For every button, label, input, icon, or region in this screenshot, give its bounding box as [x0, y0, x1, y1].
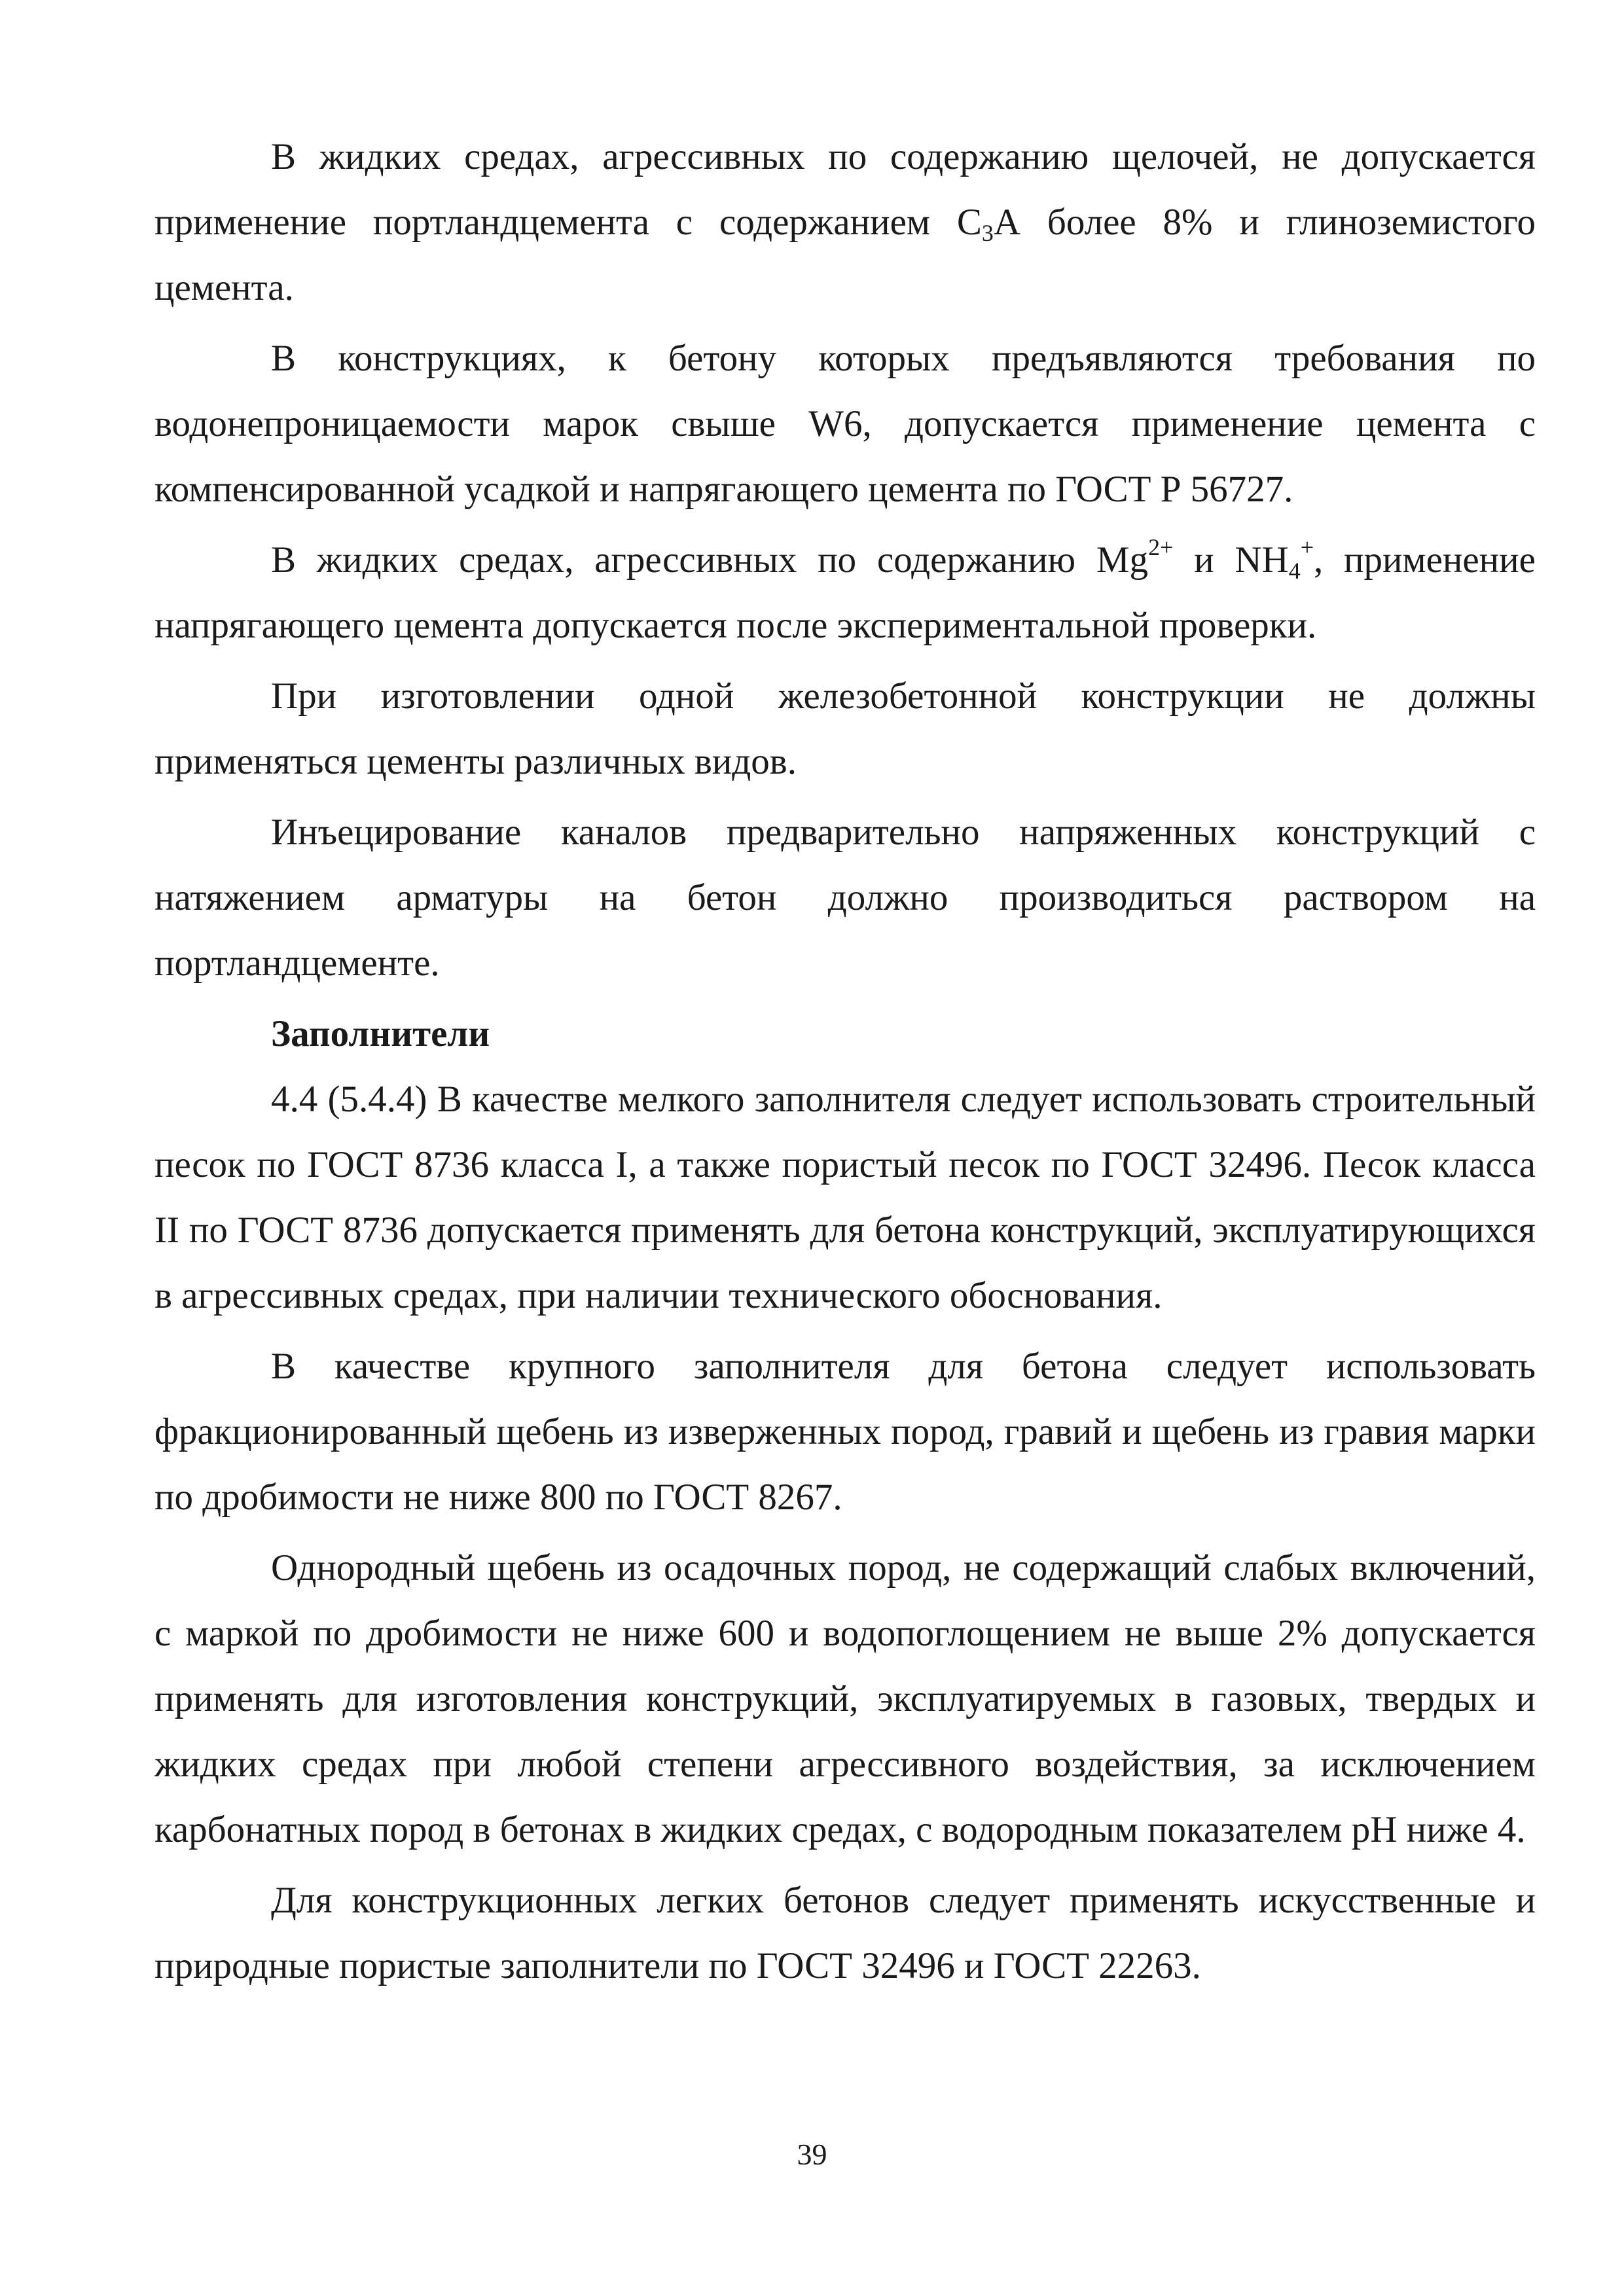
text-run: В жидких средах, агрессивных по содержанию щелочей, не допускается применение портландцемента с содержанием С [154, 136, 1536, 243]
text-run: и NH [1173, 539, 1289, 581]
text-run: В жидких средах, агрессивных по содержанию Mg [271, 539, 1149, 581]
paragraph-alkali-media [154, 124, 1536, 321]
paragraph-water-resistance: В конструкциях, к бетону которых предъявляются требования по водонепроницаемости марок свыше W6, допускается применение цемента с компенсированной усадкой и напрягающего цемента по ГОСТ Р 56727. [154, 338, 1536, 510]
subscript: 3 [981, 220, 994, 246]
section-heading: Заполнители [271, 1013, 490, 1054]
text-run: А более 8% и глиноземистого цемента. [154, 202, 1536, 308]
subscript: 4 [1288, 558, 1301, 584]
paragraph-coarse-aggregate: В качестве крупного заполнителя для бетона следует использовать фракционированный щебень из изверженных пород, гравий и щебень из гравия марки по дробимости не ниже 800 по ГОСТ 8267. [154, 1346, 1536, 1518]
paragraph-crushed-stone: Однородный щебень из осадочных пород, не содержащий слабых включений, с маркой по дробимости не ниже 600 и водопоглощением не выше 2% допускается применять для изготовления конструкций, эксплуатируемых в газовых, твердых и жидких средах при любой степени агрессивного воздействия, за исключением карбонатных пород в бетонах в жидких средах, с водородным показателем pH ниже 4. [154, 1547, 1536, 1850]
page-number: 39 [797, 2138, 827, 2171]
paragraph-cement-types: При изготовлении одной железобетонной конструкции не должны применяться цементы различных видов. [154, 675, 1536, 782]
paragraph-mg-nh4-media [154, 528, 1536, 658]
superscript: + [1300, 534, 1314, 560]
document-body [154, 124, 1536, 1999]
paragraph-lightweight-concrete: Для конструкционных легких бетонов следует применять искусственные и природные пористые заполнители по ГОСТ 32496 и ГОСТ 22263. [154, 1880, 1536, 1986]
superscript: 2+ [1148, 534, 1174, 560]
text-run: , применение напрягающего цемента допускается после экспериментальной проверки. [154, 539, 1536, 646]
paragraph-fine-aggregate: 4.4 (5.4.4) В качестве мелкого заполнителя следует использовать строительный песок по ГОСТ 8736 класса I, а также пористый песок по ГОСТ 32496. Песок класса II по ГОСТ 8736 допускается применять для бетона конструкций, эксплуатирующихся в агрессивных средах, при наличии технического обоснования. [154, 1079, 1536, 1316]
paragraph-channel-injection: Инъецирование каналов предварительно напряженных конструкций с натяжением арматуры на бетон должно производиться раствором на портландцементе. [154, 812, 1536, 984]
